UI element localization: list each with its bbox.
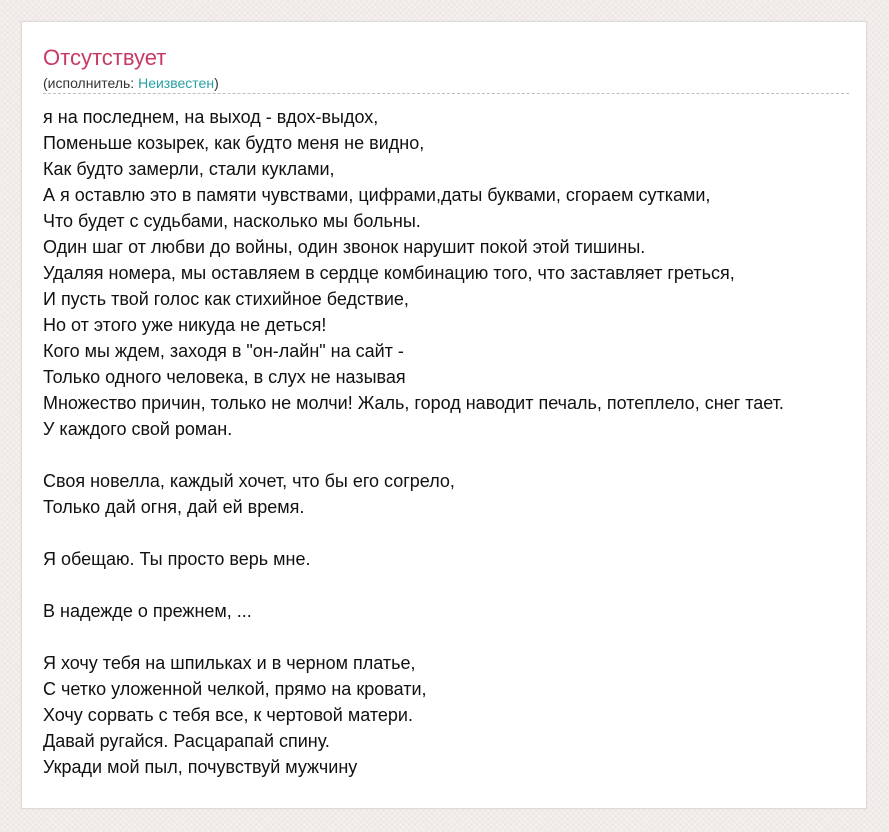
title-divider xyxy=(43,93,849,94)
lyric-line: Но от этого уже никуда не деться! xyxy=(43,315,327,335)
lyric-blank-line xyxy=(43,520,889,546)
lyric-blank-line xyxy=(43,572,889,598)
artist-prefix: (исполнитель: xyxy=(43,75,139,91)
artist-suffix: ) xyxy=(214,75,219,91)
lyric-line: Только одного человека, в слух не называя xyxy=(43,367,406,387)
lyric-line: И пусть твой голос как стихийное бедствие, xyxy=(43,289,409,309)
lyric-line: У каждого свой роман. xyxy=(43,419,233,439)
lyric-line: С четко уложенной челкой, прямо на кровати, xyxy=(43,679,427,699)
lyric-line: Хочу сорвать с тебя все, к чертовой матери. xyxy=(43,705,413,725)
lyric-line: Я обещаю. Ты просто верь мне. xyxy=(43,549,311,569)
artist-link[interactable]: Неизвестен xyxy=(138,75,215,91)
lyric-blank-line xyxy=(43,624,889,650)
lyric-line: Удаляя номера, мы оставляем в сердце комбинацию того, что заставляет греться, xyxy=(43,263,735,283)
lyric-line: Кого мы ждем, заходя в "он-лайн" на сайт - xyxy=(43,341,404,361)
lyrics-text xyxy=(43,104,889,780)
lyric-line: Что будет с судьбами, насколько мы больны. xyxy=(43,211,421,231)
lyric-line: Только дай огня, дай ей время. xyxy=(43,497,305,517)
lyric-blank-line xyxy=(43,442,889,468)
lyric-line: я на последнем, на выход - вдох-выдох, xyxy=(43,107,379,127)
lyric-line: Множество причин, только не молчи! Жаль, город наводит печаль, потеплело, снег тает. xyxy=(43,393,784,413)
lyric-line: В надежде о прежнем, ... xyxy=(43,601,252,621)
lyric-line: Как будто замерли, стали куклами, xyxy=(43,159,335,179)
lyric-line: Давай ругайся. Расцарапай спину. xyxy=(43,731,330,751)
lyric-line: Укради мой пыл, почувствуй мужчину xyxy=(43,757,358,777)
lyric-line: Я хочу тебя на шпильках и в черном платье, xyxy=(43,653,416,673)
artist-line xyxy=(43,74,219,92)
lyric-line: Своя новелла, каждый хочет, что бы его согрело, xyxy=(43,471,455,491)
lyric-line: Поменьше козырек, как будто меня не видно, xyxy=(43,133,425,153)
lyrics-card xyxy=(21,21,867,809)
song-title: Отсутствует xyxy=(43,45,167,70)
lyric-line: А я оставлю это в памяти чувствами, цифрами,даты буквами, сгораем сутками, xyxy=(43,185,711,205)
lyric-line: Один шаг от любви до войны, один звонок нарушит покой этой тишины. xyxy=(43,237,646,257)
